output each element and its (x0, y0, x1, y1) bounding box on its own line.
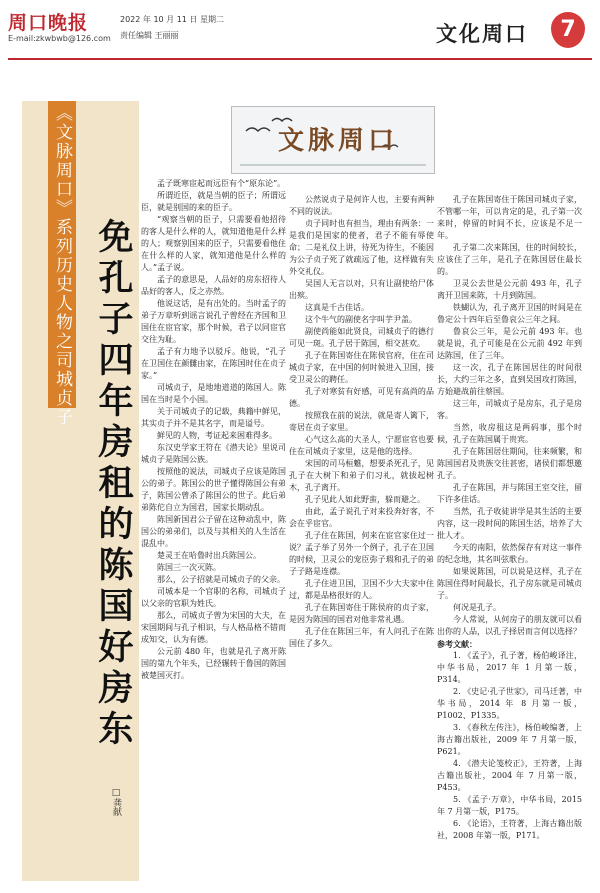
article-paragraph: 吴国人无言以对，只有让副使给尸体出殡。 (289, 279, 434, 300)
article-paragraph: 孔子在陈国居住期间，往来频繁，和陈国国君及贵族交往甚密，诸侯们都想邀孔子。 (437, 447, 582, 480)
article-paragraph: 今人常说，从何房子的朋友就可以看出你的人品，以孔子择居而言何以选择？ (437, 615, 582, 636)
article-paragraph: 鲁哀公三年，是公元前 493 年。也就是说，孔子可能是在公元前 492 年到达陈国，住了三年。 (437, 327, 582, 360)
article-paragraph: 他说这话，是有出处的。当时孟子的弟子万章听到谣言说孔子曾经在齐国和卫国住在宦官家，那个时候，君子以同宦官交往为耻。 (141, 299, 286, 344)
article-paragraph: 由此，孟子说孔子对来投奔好客，不会在乎宦官。 (289, 507, 434, 528)
article-paragraph: 所谓近臣，就是当朝的臣子；所谓远臣，就是别国的来的臣子。 (141, 191, 286, 212)
article-paragraph: 4. 《潜夫论笺校正》，王符著，上海古籍出版社，2004 年 7 月第一版，P453。 (437, 759, 582, 792)
article-paragraph: 陈国新国君公子留在这种动乱中，陈国公的弟弟们，以及与其相关的人生活在混乱中。 (141, 515, 286, 548)
article-paragraph: 当然，收房租这是两码事，那个时候，孔子在陈国属于贵宾。 (437, 423, 582, 444)
article-paragraph: 这个牛气的副使名字叫芋尹盖。 (305, 315, 417, 324)
article-paragraph: 鲜见的人物，考证起来困难得多。 (157, 431, 277, 440)
article-paragraph: 副使尚能如此贤良，司城贞子的德行可见一斑。孔子居于陈国，相交甚欢。 (289, 327, 434, 348)
issue-date: 2022 年 10 月 11 日 星期二 (120, 15, 224, 24)
article-paragraph: 司城贞子，是地地道道的陈国人。陈国在当时是个小国。 (141, 383, 286, 404)
article-paragraph: 公然说贞子是何许人也，主要有两种不同的说法。 (289, 195, 434, 216)
article-paragraph: 司城本是一个官职的名称，司城贞子以父亲的官职为姓氏。 (141, 587, 286, 608)
article-paragraph: 这真是千古佳话。 (305, 303, 369, 312)
article-paragraph: 孔子对寒贫有好感，可见有高尚的品德。 (289, 387, 434, 408)
author-byline: □龚献 (111, 788, 121, 816)
masthead-rule (8, 58, 592, 60)
page-number-badge: 7 (551, 12, 585, 48)
article-paragraph: 按照他的说法，司城贞子应该是陈国公的弟子。陈国公的世子懂得陈国公有弟子，陈国公曾杀了陈国公的世子。此后弟弟陈佗自立为国君，国家长期动乱。 (141, 467, 286, 512)
article-paragraph: 公元前 480 年，也就是孔子离开陈国的第九个年头，已经辗转于鲁国的陈国被楚国灭打。 (141, 647, 286, 680)
article-paragraph: 铁蝴认为，孔子离开卫国的时间是在鲁定公十四年后至鲁哀公三年之间。 (437, 303, 582, 324)
article-paragraph: 东汉史学家王符在《潜夫论》里说司城贞子是陈国公族。 (141, 443, 286, 464)
banner-title: 文脉周口 (278, 126, 399, 156)
article-paragraph: 孔子住进卫国，卫国不少大夫家中住过，都是品格很好的人。 (289, 579, 434, 600)
article-headline: 免孔子四年房租的陈国好房东 (93, 218, 134, 751)
article-paragraph: 陈国三一次灭陈。 (157, 563, 221, 572)
editor-credit: 责任编辑 王丽丽 (120, 31, 179, 40)
article-paragraph: 孔子在陈国寄住在陈侯官府，住在司城贞子家，在中国的何时候进入卫国，接受卫灵公的聘任。 (289, 351, 434, 384)
article-paragraph: 孟子既寒宦起而远臣有个“原东论”。 (157, 179, 286, 188)
article-column-2 (289, 194, 434, 650)
article-column-1 (141, 178, 286, 682)
article-paragraph: 关于司城贞子的记载，典籍中鲜见，其实贞子并不是其名字，而是谥号。 (141, 407, 286, 428)
article-paragraph: 那么，公子招就是司城贞子的父亲。 (157, 575, 285, 584)
article-paragraph: 2. 《史记·孔子世家》，司马迁著，中华书局，2014 年 8 月第一版，P1002、P1335。 (437, 687, 582, 720)
article-column-3 (437, 194, 582, 842)
article-paragraph: 5. 《孟子·万章》，中华书局，2015 年 7 月第一版，P175。 (437, 795, 582, 816)
article-paragraph: 如果说陈国，可以说是这样，孔子在陈国住得时间最长，孔子房东就是司城贞子。 (437, 567, 582, 600)
article-paragraph: 今天的南阳，依然保存有对这一事件的纪念地，其名叫弦歌台。 (437, 543, 582, 564)
article-paragraph: 孔子住在陈国三年，有人问孔子在陈国住了多久。 (289, 627, 434, 648)
article-paragraph: 3. 《春秋左传注》，杨伯峻编著，上海古籍出版社，2009 年 7 月第一版，P621。 (437, 723, 582, 756)
article-paragraph: 孔子在陈国寄住于陈侯府的贞子家，是因为陈国的国君对他非常礼遇。 (289, 603, 434, 624)
article-paragraph: 这三年，司城贞子是房东，孔子是房客。 (437, 399, 582, 420)
article-paragraph: “观察当朝的臣子，只需要看他招待的客人是什么样的人，就知道他是什么样的人；观察别国来的臣子，只需要看他住在什么样的人家，就知道他是什么样的人。”孟子说。 (141, 215, 286, 272)
contact-email: E-mail:zkwbwb@126.com (8, 34, 111, 43)
article-paragraph: 1. 《孟子》，孔子著，杨伯峻译注，中华书局，2017 年 1 月第一版，P314。 (437, 651, 582, 684)
article-paragraph: 何况是孔子。 (453, 603, 501, 612)
masthead (0, 0, 600, 58)
section-title: 文化周口 (436, 21, 528, 46)
article-paragraph: 宋国的司马桓魋，想要杀死孔子，见孔子在大树下和弟子们习礼，就拔起树木，孔子离开。 (289, 459, 434, 492)
article-paragraph: 6. 《论语》，王符著，上海古籍出版社，2008 年第一版，P171。 (437, 819, 582, 840)
article-paragraph: 那么，司城贞子曾为宋国的大夫，在宋国期间与孔子相识，与人格品格不错而成知交，认为有德。 (141, 611, 286, 644)
article-paragraph: 孟子的意思是，人品好的房东招待人品好的客人，反之亦然。 (141, 275, 286, 296)
article-paragraph: 心气这么高的大圣人，宁愿宦官也要住在司城贞子家里，这是他的选择。 (289, 435, 434, 456)
article-paragraph: 参考文献： (437, 639, 477, 649)
article-paragraph: 孔子在陈国寄住于陈国司城贞子家，不管哪一年，可以肯定的是，孔子第一次来时，停留的时间不长，应该是不足一年。 (437, 195, 582, 240)
article-paragraph: 孔子在陈国，并与陈国王室交往，留下许多佳话。 (437, 483, 582, 504)
newspaper-logo: 周口晚报 (8, 12, 89, 34)
series-label: 《文脉周口》系列历史人物之司城贞子 (52, 104, 72, 427)
article-paragraph: 这一次，孔子在陈国居住的时间很长，大约三年之多，直到吴国攻打陈国，方始避战前往蔡国。 (437, 363, 582, 396)
article-paragraph: 当然，孔子收徒讲学是其生活的主要内容，这一段时间的陈国生活，培养了大批人才。 (437, 507, 582, 540)
article-paragraph: 卫灵公去世是公元前 493 年，孔子离开卫国来陈，十月到陈国。 (437, 279, 582, 300)
article-paragraph: 按照我在前的说法，就是寄人篱下，寄居在贞子家里。 (289, 411, 434, 432)
article-paragraph: 楚灵王在哈鲁时出兵陈国公。 (157, 551, 261, 560)
article-paragraph: 孔子住在陈国，何来在宦官家住过一说？孟子举了另外一个例子，孔子在卫国的时候，卫灵公的宠臣弥子瑕和孔子的弟子子路是连襟。 (289, 531, 434, 576)
article-paragraph: 孔子第二次来陈国，住的时间较长，应该住了三年，是孔子在陈国居住最长的。 (437, 243, 582, 276)
article-paragraph: 孔子见此人如此野蛮，躲而避之。 (305, 495, 425, 504)
article-paragraph: 贞子同时也有担当，理由有两条：一是我们是国家的使者，君子不能有辱使命；二是礼仪上讲，待死为待生，不能因为公子贞子死了就疏远了他，这样做有失外交礼仪。 (289, 219, 434, 276)
article-paragraph: 孟子有力地予以驳斥。他说，“孔子在卫国住在颜雠由家，在陈国时住在贞子家。” (141, 347, 286, 380)
